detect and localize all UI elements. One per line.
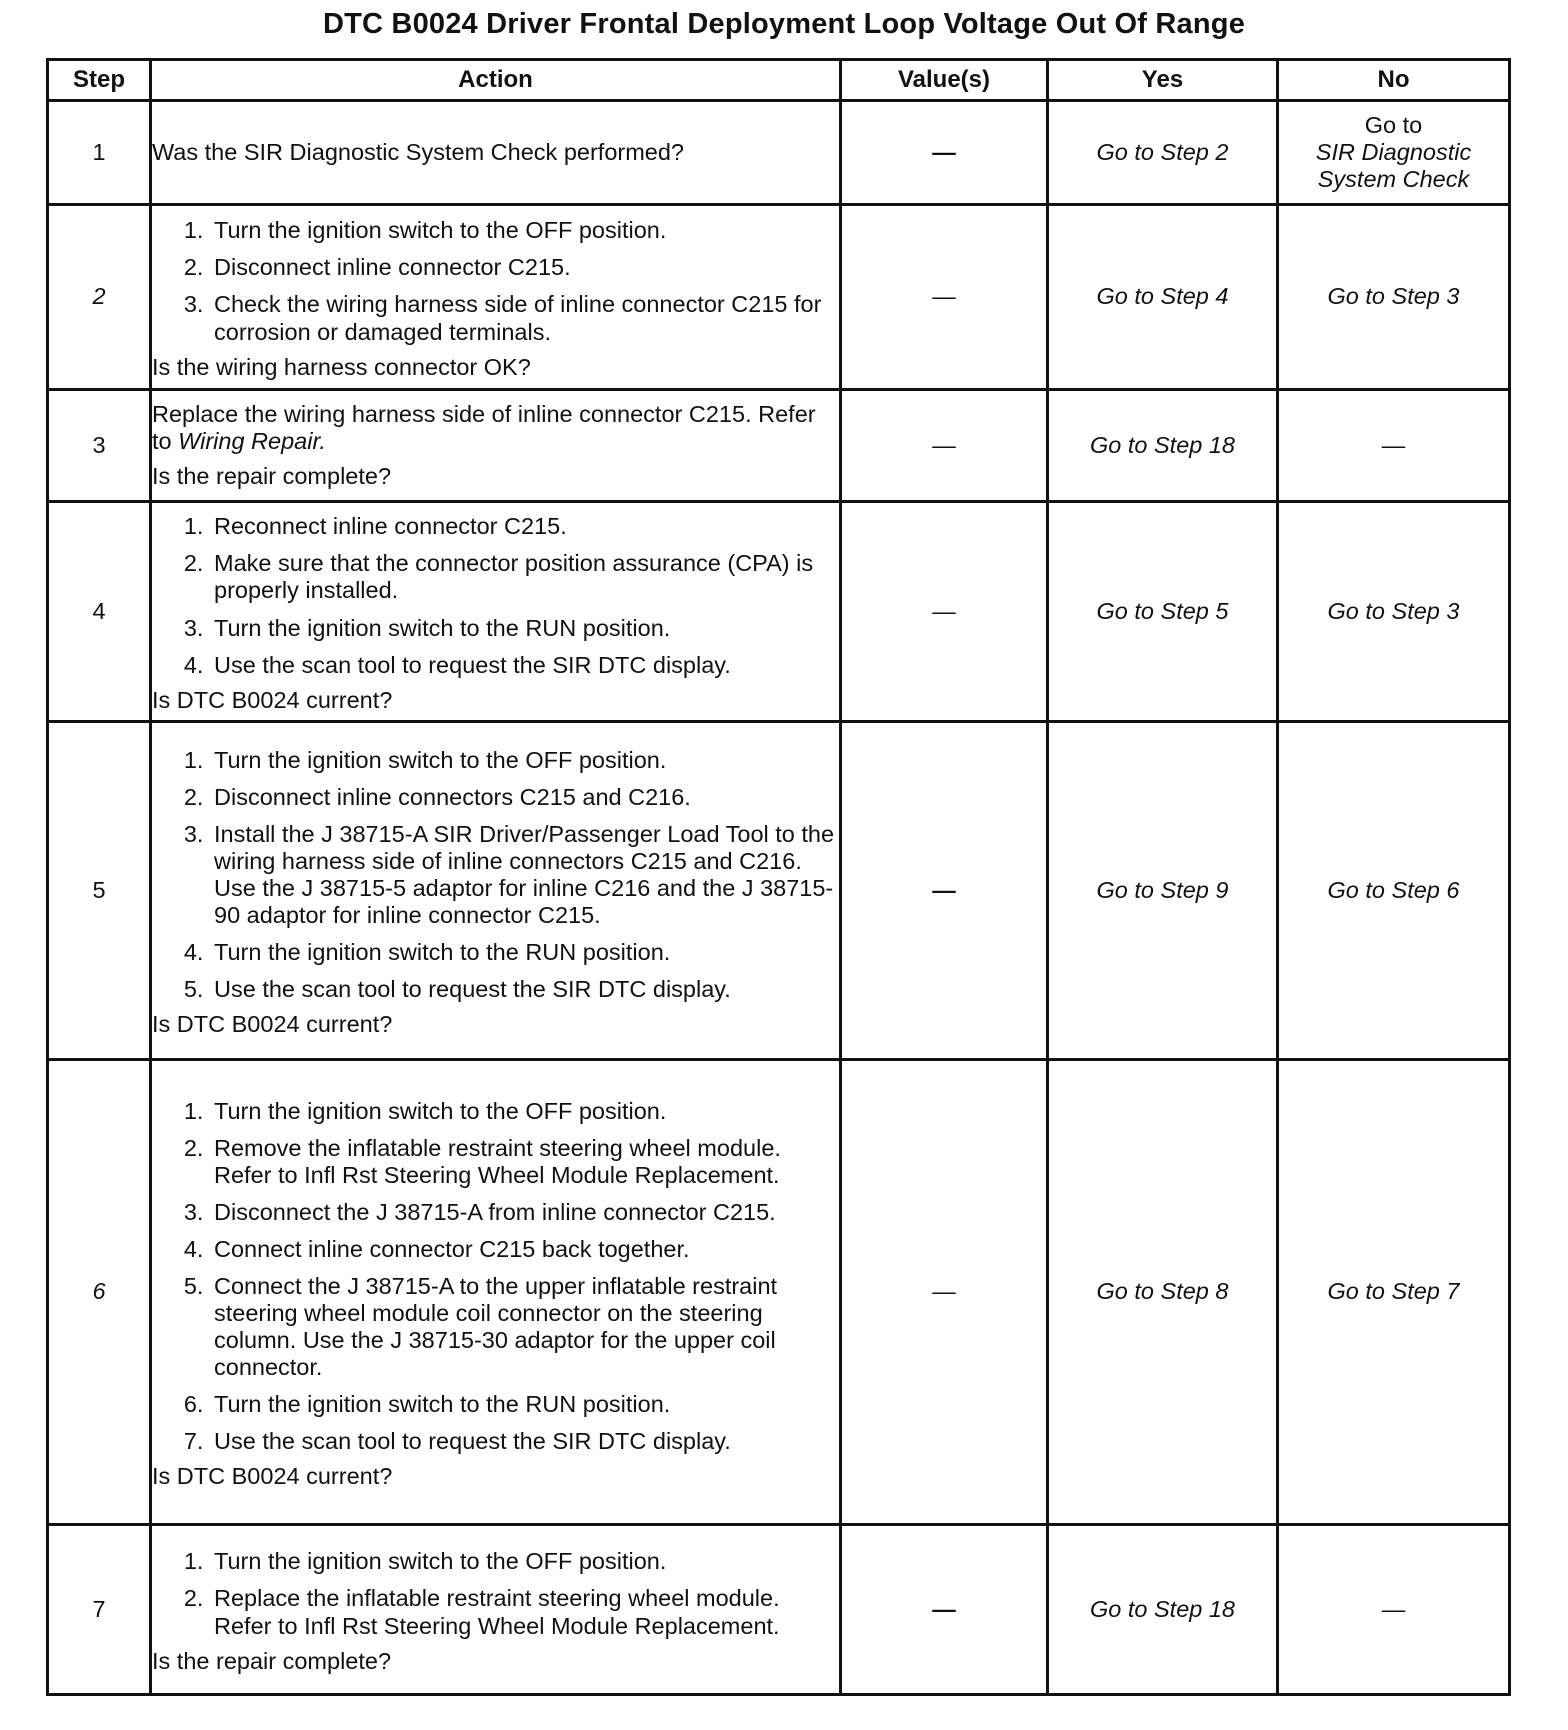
header-yes: Yes — [1048, 60, 1278, 101]
action-list — [152, 1548, 839, 1639]
table-header-row — [48, 60, 1510, 101]
action-list — [152, 217, 839, 345]
value-cell: — — [841, 205, 1048, 390]
action-question: Is the wiring harness connector OK? — [152, 353, 531, 380]
list-item: 2. Disconnect inline connector C215. — [210, 254, 839, 281]
list-item: 1. Turn the ignition switch to the OFF position. — [210, 1548, 839, 1575]
action-intro: Replace the wiring harness side of inline connector C215. Refer to — [152, 400, 816, 454]
list-item: 3. Turn the ignition switch to the RUN position. — [210, 615, 839, 642]
action-cell — [151, 1525, 841, 1695]
step-number: 2 — [48, 205, 151, 390]
diagnostic-table — [46, 58, 1511, 1696]
no-cell: Go to Step 6 — [1278, 722, 1510, 1060]
step-number: 7 — [48, 1525, 151, 1695]
list-item: 4. Connect inline connector C215 back together. — [210, 1236, 839, 1263]
action-list — [152, 747, 839, 1003]
reference-link-text: Wiring Repair. — [178, 427, 326, 454]
action-cell — [151, 101, 841, 205]
no-link-text: SIR Diagnostic System Check — [1315, 138, 1472, 192]
value-cell: — — [841, 390, 1048, 502]
step-number: 5 — [48, 722, 151, 1060]
action-text — [152, 401, 839, 455]
table-row-step-7 — [48, 1525, 1510, 1695]
header-step: Step — [48, 60, 151, 101]
no-cell: Go to Step 3 — [1278, 502, 1510, 722]
list-item: 4. Turn the ignition switch to the RUN position. — [210, 939, 839, 966]
step-number: 6 — [48, 1060, 151, 1525]
value-cell: — — [841, 101, 1048, 205]
list-item: 5. Connect the J 38715-A to the upper inflatable restraint steering wheel module coil connector on the steering column. Use the J 38715-30 adaptor for the upper coil connector. — [210, 1273, 839, 1381]
table-row-step-6 — [48, 1060, 1510, 1525]
no-cell: — — [1278, 1525, 1510, 1695]
list-item: 1. Turn the ignition switch to the OFF position. — [210, 747, 839, 774]
table-row-step-4 — [48, 502, 1510, 722]
list-item: 1. Turn the ignition switch to the OFF position. — [210, 217, 839, 244]
table-row-step-2 — [48, 205, 1510, 390]
action-list — [152, 513, 839, 678]
yes-cell: Go to Step 18 — [1048, 1525, 1278, 1695]
list-item: 4. Use the scan tool to request the SIR DTC display. — [210, 652, 839, 679]
list-item: 2. Disconnect inline connectors C215 and C216. — [210, 784, 839, 811]
page-title: DTC B0024 Driver Frontal Deployment Loop Voltage Out Of Range — [322, 8, 1246, 40]
value-cell: — — [841, 722, 1048, 1060]
action-text: Was the SIR Diagnostic System Check performed? — [152, 138, 684, 165]
action-cell — [151, 502, 841, 722]
action-list — [152, 1098, 839, 1455]
action-question: Is the repair complete? — [152, 1647, 392, 1674]
list-item: 1. Reconnect inline connector C215. — [210, 513, 839, 540]
list-item: 2. Make sure that the connector position assurance (CPA) is properly installed. — [210, 550, 839, 604]
yes-cell: Go to Step 4 — [1048, 205, 1278, 390]
action-question: Is DTC B0024 current? — [152, 686, 393, 713]
no-cell — [1278, 101, 1510, 205]
value-cell: — — [841, 1525, 1048, 1695]
list-item: 2. Replace the inflatable restraint steering wheel module. Refer to Infl Rst Steering Wheel Module Replacement. — [210, 1585, 839, 1639]
no-prefix: Go to — [1364, 111, 1423, 138]
list-item: 2. Remove the inflatable restraint steering wheel module. Refer to Infl Rst Steering Wheel Module Replacement. — [210, 1135, 839, 1189]
header-values: Value(s) — [841, 60, 1048, 101]
action-cell — [151, 205, 841, 390]
yes-cell: Go to Step 2 — [1048, 101, 1278, 205]
list-item: 6. Turn the ignition switch to the RUN position. — [210, 1391, 839, 1418]
list-item: 7. Use the scan tool to request the SIR DTC display. — [210, 1428, 839, 1455]
no-cell: Go to Step 7 — [1278, 1060, 1510, 1525]
table-row-step-5 — [48, 722, 1510, 1060]
value-cell: — — [841, 502, 1048, 722]
list-item: 3. Check the wiring harness side of inline connector C215 for corrosion or damaged terminals. — [210, 291, 839, 345]
action-question: Is DTC B0024 current? — [152, 1463, 393, 1490]
action-cell — [151, 390, 841, 502]
table-row-step-1 — [48, 101, 1510, 205]
yes-cell: Go to Step 9 — [1048, 722, 1278, 1060]
list-item: 3. Install the J 38715-A SIR Driver/Passenger Load Tool to the wiring harness side of inline connectors C215 and C216. Use the J 38715-5 adaptor for inline C216 and the J 38715-90 adaptor for inline connector C215. — [210, 821, 839, 929]
action-cell — [151, 722, 841, 1060]
value-cell: — — [841, 1060, 1048, 1525]
yes-cell: Go to Step 18 — [1048, 390, 1278, 502]
action-cell — [151, 1060, 841, 1525]
step-number: 1 — [48, 101, 151, 205]
yes-cell: Go to Step 5 — [1048, 502, 1278, 722]
action-question: Is the repair complete? — [152, 463, 392, 489]
list-item: 3. Disconnect the J 38715-A from inline connector C215. — [210, 1199, 839, 1226]
no-cell: Go to Step 3 — [1278, 205, 1510, 390]
header-action: Action — [151, 60, 841, 101]
step-number: 3 — [48, 390, 151, 502]
step-number: 4 — [48, 502, 151, 722]
action-question: Is DTC B0024 current? — [152, 1011, 393, 1038]
header-no: No — [1278, 60, 1510, 101]
no-cell: — — [1278, 390, 1510, 502]
yes-cell: Go to Step 8 — [1048, 1060, 1278, 1525]
list-item: 1. Turn the ignition switch to the OFF position. — [210, 1098, 839, 1125]
list-item: 5. Use the scan tool to request the SIR DTC display. — [210, 976, 839, 1003]
table-row-step-3 — [48, 390, 1510, 502]
